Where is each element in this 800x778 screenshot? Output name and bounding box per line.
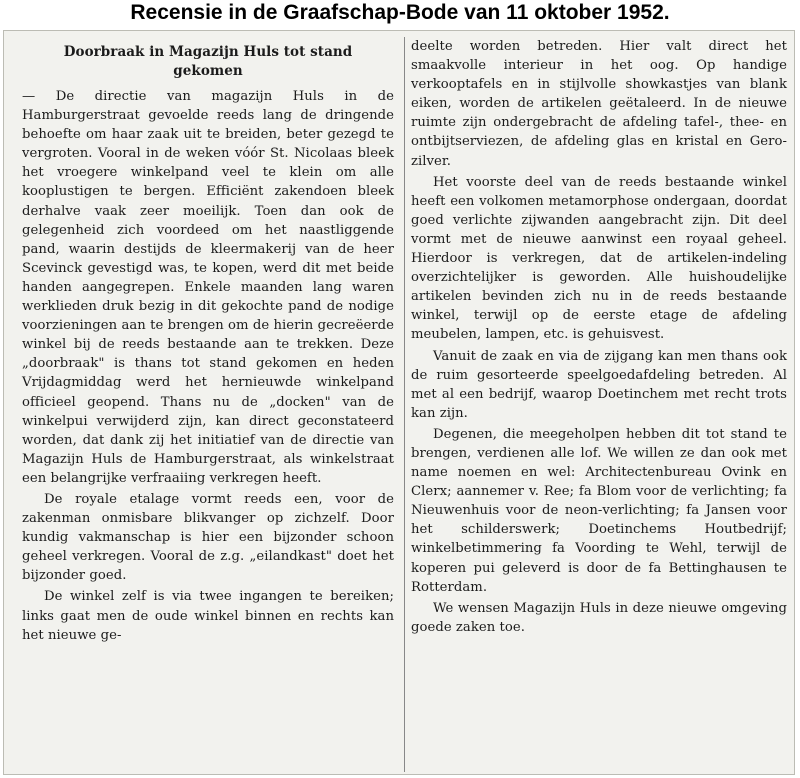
- article-headline: Doorbraak in Magazijn Huls tot stand gekomen: [63, 44, 353, 79]
- paragraph: We wensen Magazijn Huls in deze nieuwe omgeving goede zaken toe.: [411, 600, 787, 635]
- column-divider: [404, 37, 405, 772]
- page-caption: Recensie in de Graafschap-Bode van 11 oktober 1952.: [130, 1, 670, 24]
- paragraph: Degenen, die meegeholpen hebben dit tot stand te brengen, verdienen alle lof. We willen ze dan ook met name noemen en wel: Architectenbureau Ovink en Clerx; aannemer v. Ree; fa Blom voor de verlichting; fa Nieuwenhuis voor de neon-verlichting; fa Jansen voor het schilderswerk; Doetinchems Houtbedrijf; winkelbetimmering fa Voording te Wehl, terwijl de koperen pui geleverd is door de fa Bettinghausen te Rotterdam.: [411, 426, 787, 595]
- left-column: [22, 37, 394, 647]
- newspaper-clipping: [3, 30, 795, 775]
- paragraph: Het voorste deel van de reeds bestaande winkel heeft een volkomen metamorphose ondergaan, doordat goed verlichte zijwanden aangebracht zijn. Dit deel vormt met de nieuwe aanwinst een royaal geheel. Hierdoor is verkregen, dat de artikelen-indeling overzichtelijker is geworden. Alle huishoudelijke artikelen bevinden zich nu in de reeds bestaande winkel, terwijl op de eerste etage de afdeling meubelen, lampen, etc. is gehuisvest.: [411, 174, 787, 343]
- right-column: [411, 37, 787, 639]
- paragraph: Vanuit de zaak en via de zijgang kan men thans ook de ruim gesorteerde speelgoedafdeling betreden. Al met al een bedrijf, waarop Doetinchem met recht trots kan zijn.: [411, 348, 787, 421]
- paragraph: De royale etalage vormt reeds een, voor de zakenman onmisbare blikvanger op zichzelf. Door kundig vakmanschap is hier een bijzonder schoon geheel verkregen. Vooral de z.g. „eilandkast" doet het bijzonder goed.: [22, 491, 394, 584]
- paragraph: deelte worden betreden. Hier valt direct het smaakvolle interieur in het oog. Op handige verkooptafels en in stijlvolle showkastjes van blank eiken, worden de artikelen geëtaleerd. In de nieuwe ruimte zijn ondergebracht de afdeling tafel-, thee- en ontbijtserviezen, de afdeling glas en kristal en Gero-zilver.: [411, 39, 787, 169]
- paragraph: — De directie van magazijn Huls in de Hamburgerstraat gevoelde reeds lang de dringende behoefte om haar zaak uit te breiden, beter gezegd te vergroten. Vooral in de weken vóór St. Nicolaas bleek het vroegere winkelpand veel te klein om alle kooplustigen te bergen. Efficiënt zakendoen bleek derhalve vaak zeer moeilijk. Toen dan ook de gelegenheid zich voordeed om het naastliggende pand, waarin destijds de kleermakerij van de heer Scevinck gevestigd was, te kopen, werd dit met beide handen aangegrepen. Enkele maanden lang waren werklieden druk bezig in dit gekochte pand de nodige voorzieningen aan te brengen om de hierin gecreëerde winkel bij de reeds bestaande aan te trekken. Deze „doorbraak" is thans tot stand gekomen en heden Vrijdagmiddag werd het hernieuwde winkelpand officieel geopend. Thans nu de „docken" van de winkelpui verwijderd zijn, kan direct geconstateerd worden, dat dank zij het initiatief van de directie van Magazijn Huls de Hamburgerstraat, als winkelstraat een belangrijke verfraaiing verkregen heeft.: [22, 89, 394, 486]
- paragraph: De winkel zelf is via twee ingangen te bereiken; links gaat men de oude winkel binnen en rechts kan het nieuwe ge-: [22, 589, 394, 643]
